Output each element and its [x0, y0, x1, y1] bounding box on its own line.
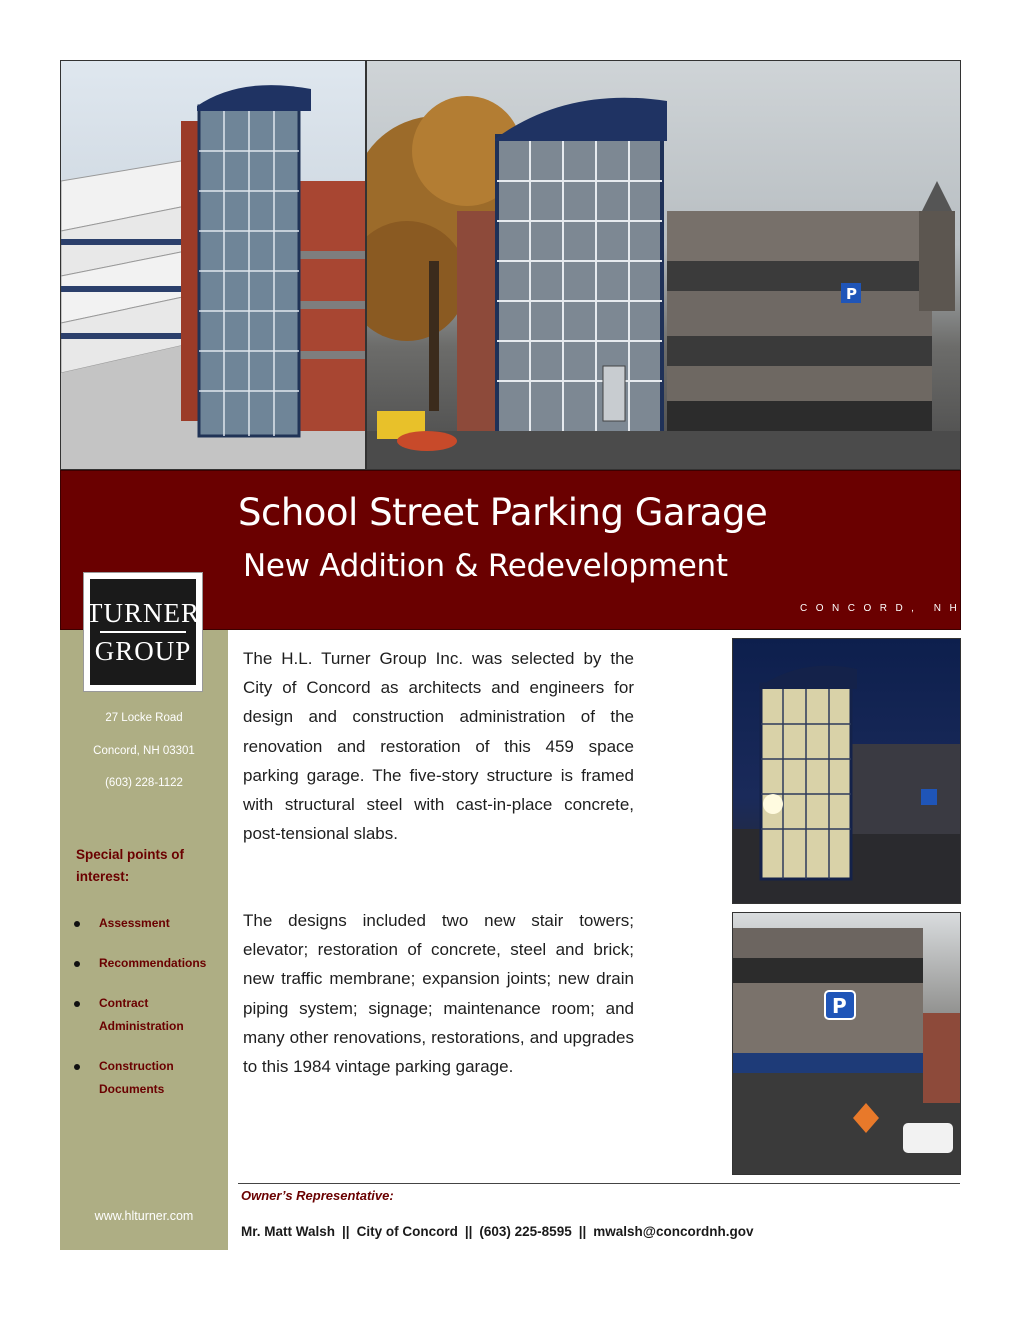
address-street: 27 Locke Road: [105, 712, 183, 724]
footer-divider: [238, 1183, 960, 1184]
rendering-illustration: [61, 61, 366, 470]
description-paragraph-1: The H.L. Turner Group Inc. was selected by the City of Concord as architects and engineers for design and construction administration of the renovation and restoration of this 459 space parking garage. The five-story structure is framed with structural steel with cast-in-place concrete, post-tensional slabs.: [243, 649, 634, 844]
street-view-photo: [366, 60, 961, 470]
garage-entrance-photo: [732, 912, 961, 1175]
separator: ||: [342, 1224, 350, 1239]
point-label: Contract Administration: [99, 996, 184, 1033]
project-location: CONCORD, NH: [800, 603, 966, 614]
owner-phone: (603) 225-8595: [479, 1224, 572, 1239]
point-label: Construction Documents: [99, 1059, 174, 1096]
svg-text:P: P: [832, 994, 847, 1018]
separator: ||: [464, 1224, 473, 1239]
owner-email[interactable]: mwalsh@concordnh.gov: [593, 1224, 754, 1239]
svg-text:P: P: [846, 285, 857, 303]
night-tower-illustration: [733, 639, 961, 904]
logo-divider: [100, 631, 186, 633]
logo-word-turner: TURNER: [86, 597, 200, 628]
rendering-photo: [60, 60, 366, 470]
list-item: [72, 912, 222, 935]
owner-contact-line: [241, 1224, 753, 1239]
list-item: [72, 952, 222, 975]
office-phone: (603) 228-1122: [105, 777, 183, 789]
address-city: Concord, NH 03301: [93, 745, 195, 757]
night-tower-photo: [732, 638, 961, 904]
owner-organization: City of Concord: [356, 1224, 458, 1239]
logo-word-group: GROUP: [94, 635, 192, 666]
bullet-icon: [74, 1001, 80, 1007]
point-label: Recommendations: [99, 956, 207, 970]
list-item: [72, 1055, 222, 1101]
description-paragraph-2: The designs included two new stair towers; elevator; restoration of concrete, steel and brick; new traffic membrane; expansion joints; new drain piping system; signage; maintenance room; and many other renovations, restorations, and upgrades to this 1984 vintage parking garage.: [243, 911, 634, 1077]
logo-mark: [86, 579, 200, 685]
special-points-list: [72, 912, 222, 1118]
list-item: [72, 992, 222, 1038]
separator: ||: [578, 1224, 587, 1239]
owner-representative-label: Owner’s Representative:: [241, 1188, 394, 1203]
street-view-illustration: [367, 61, 961, 470]
turner-group-logo: [83, 572, 203, 692]
bullet-icon: [74, 1064, 80, 1070]
website-link[interactable]: www.hlturner.com: [94, 1209, 194, 1223]
project-title: School Street Parking Garage: [238, 491, 768, 534]
point-label: Assessment: [99, 916, 170, 930]
bullet-icon: [74, 921, 80, 927]
bullet-icon: [74, 961, 80, 967]
owner-name: Mr. Matt Walsh: [241, 1224, 336, 1239]
special-points-heading: Special points of interest:: [76, 847, 185, 884]
project-subtitle: New Addition & Redevelopment: [243, 548, 728, 584]
garage-entrance-illustration: [733, 913, 961, 1175]
